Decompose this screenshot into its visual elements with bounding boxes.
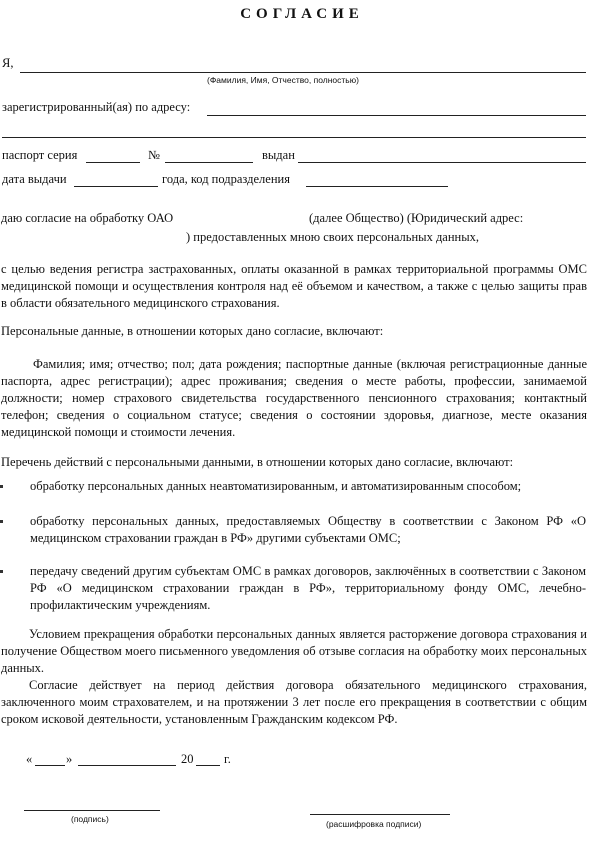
actions-intro: Перечень действий с персональными данными, в отношении которых дано согласие, включают: (1, 455, 514, 469)
signature-decode-hint: (расшифровка подписи) (326, 819, 422, 829)
date-year-suffix: г. (224, 752, 231, 766)
document-title: СОГЛАСИЕ (240, 6, 364, 22)
passport-number-label: № (148, 148, 160, 162)
issued-by-field[interactable] (298, 162, 586, 163)
signature-decode-field[interactable] (310, 814, 450, 815)
passport-number-field[interactable] (165, 162, 253, 163)
fio-hint: (Фамилия, Имя, Отчество, полностью) (207, 75, 359, 85)
issue-date-field[interactable] (74, 186, 158, 187)
pd-list-paragraph: Фамилия; имя; отчество; пол; дата рождения; паспортные данные (включая регистрационные данные паспорта, адрес регистрации); адрес проживания; сведения о месте работы, профессии, занимаемой должности; номер страхового свидетельства государственного пенсионного страхования; контактный телефон; сведения о социальном статусе; сведения о состоянии здоровья, диагнозе, месте оказания медицинской помощи и стоимости лечения. (1, 357, 587, 439)
subdivision-code-label: года, код подразделения (162, 172, 290, 186)
termination-paragraph: Условием прекращения обработки персональных данных является расторжение договора страхования и получение Обществом моего письменного уведомления об отзыве согласия на обработку моих персональных данных. (1, 627, 587, 675)
consent-line-2: ) предоставленных мною своих персональных данных, (186, 230, 480, 244)
subdivision-code-field[interactable] (306, 186, 448, 187)
date-day-field[interactable] (35, 765, 65, 766)
action-item-3: передачу сведений другим субъектам ОМС в рамках договоров, заключённых в соответствии с Законом РФ «О медицинском страховании граждан в РФ», территориальному фонду ОМС, лечебно-профилактическим учреждениям. (30, 564, 586, 612)
action-item-2: обработку персональных данных, предоставляемых Обществу в соответствии с Законом РФ «О медицинском страховании граждан в РФ» другими субъектами ОМС; (30, 514, 586, 545)
issue-date-label: дата выдачи (2, 172, 67, 186)
purpose-paragraph: с целью ведения регистра застрахованных, оплаты оказанной в рамках территориальной программы ОМС медицинской помощи и осуществления контроля над её объемом и качеством, а также с целью защиты прав в области обязательного медицинского страхования. (1, 262, 587, 310)
consent-line-1b: (далее Общество) (Юридический адрес: (309, 211, 524, 225)
date-month-field[interactable] (78, 765, 176, 766)
passport-series-label: паспорт серия (2, 148, 78, 162)
address-field[interactable] (207, 115, 586, 116)
ya-label: Я, (2, 56, 14, 70)
date-open-quote: « (26, 752, 33, 766)
address-field-2[interactable] (2, 137, 586, 138)
signature-hint: (подпись) (71, 814, 109, 824)
date-close-quote: » (66, 752, 73, 766)
issued-label: выдан (262, 148, 295, 162)
bullet-3 (0, 570, 3, 573)
consent-line-1a: даю согласие на обработку ОАО (1, 211, 174, 225)
fio-field[interactable] (20, 72, 586, 73)
date-year-field[interactable] (196, 765, 220, 766)
date-year-prefix: 20 (181, 752, 194, 766)
bullet-2 (0, 520, 3, 523)
validity-paragraph: Согласие действует на период действия договора обязательного медицинского страхования, заключенного моим страхователем, и на протяжении 3 лет после его прекращения в соответствии с общим сроком исковой деятельности, установленным Гражданским кодексом РФ. (1, 678, 587, 726)
action-item-1: обработку персональных данных неавтоматизированным, и автоматизированным способом; (30, 479, 522, 493)
passport-series-field[interactable] (86, 162, 140, 163)
registered-label: зарегистрированный(ая) по адресу: (2, 100, 191, 114)
bullet-1 (0, 485, 3, 488)
pd-intro: Персональные данные, в отношении которых дано согласие, включают: (1, 324, 384, 338)
signature-field[interactable] (24, 810, 160, 811)
